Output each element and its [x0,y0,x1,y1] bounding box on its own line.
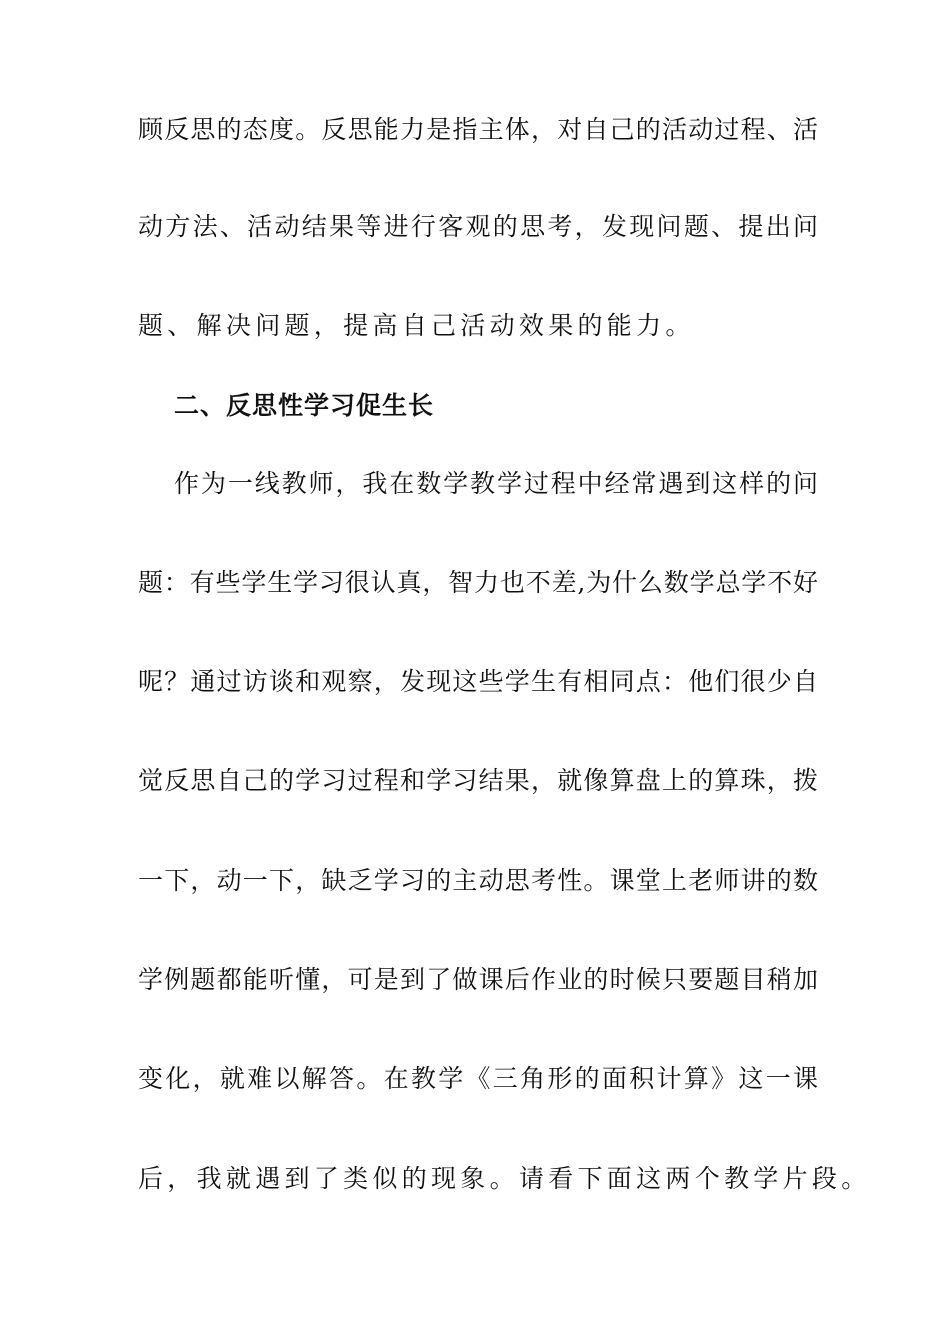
paragraph-line: 变化，就难以解答。在教学《三角形的面积计算》这一课 [138,1064,821,1093]
section-heading: 二、反思性学习促生长 [174,391,435,420]
paragraph-line: 后，我就遇到了类似的现象。请看下面这两个教学片段。 [138,1164,871,1193]
paragraph-line: 题、解决问题，提高自己活动效果的能力。 [138,311,695,340]
paragraph-line: 觉反思自己的学习过程和学习结果，就像算盘上的算珠，拨 [138,766,820,795]
paragraph-line: 作为一线教师，我在数学教学过程中经常遇到这样的问 [174,469,820,498]
paragraph-line: 题：有些学生学习很认真，智力也不差,为什么数学总学不好 [138,568,819,597]
paragraph-line: 顾反思的态度。反思能力是指主体，对自己的活动过程、活 [138,115,820,144]
paragraph-line: 呢？通过访谈和观察，发现这些学生有相同点：他们很少自 [138,667,820,696]
paragraph-line: 学例题都能听懂，可是到了做课后作业的时候只要题目稍加 [138,965,820,994]
paragraph-line: 动方法、活动结果等进行客观的思考，发现问题、提出问 [138,212,821,241]
paragraph-line: 一下，动一下，缺乏学习的主动思考性。课堂上老师讲的数 [138,866,820,895]
